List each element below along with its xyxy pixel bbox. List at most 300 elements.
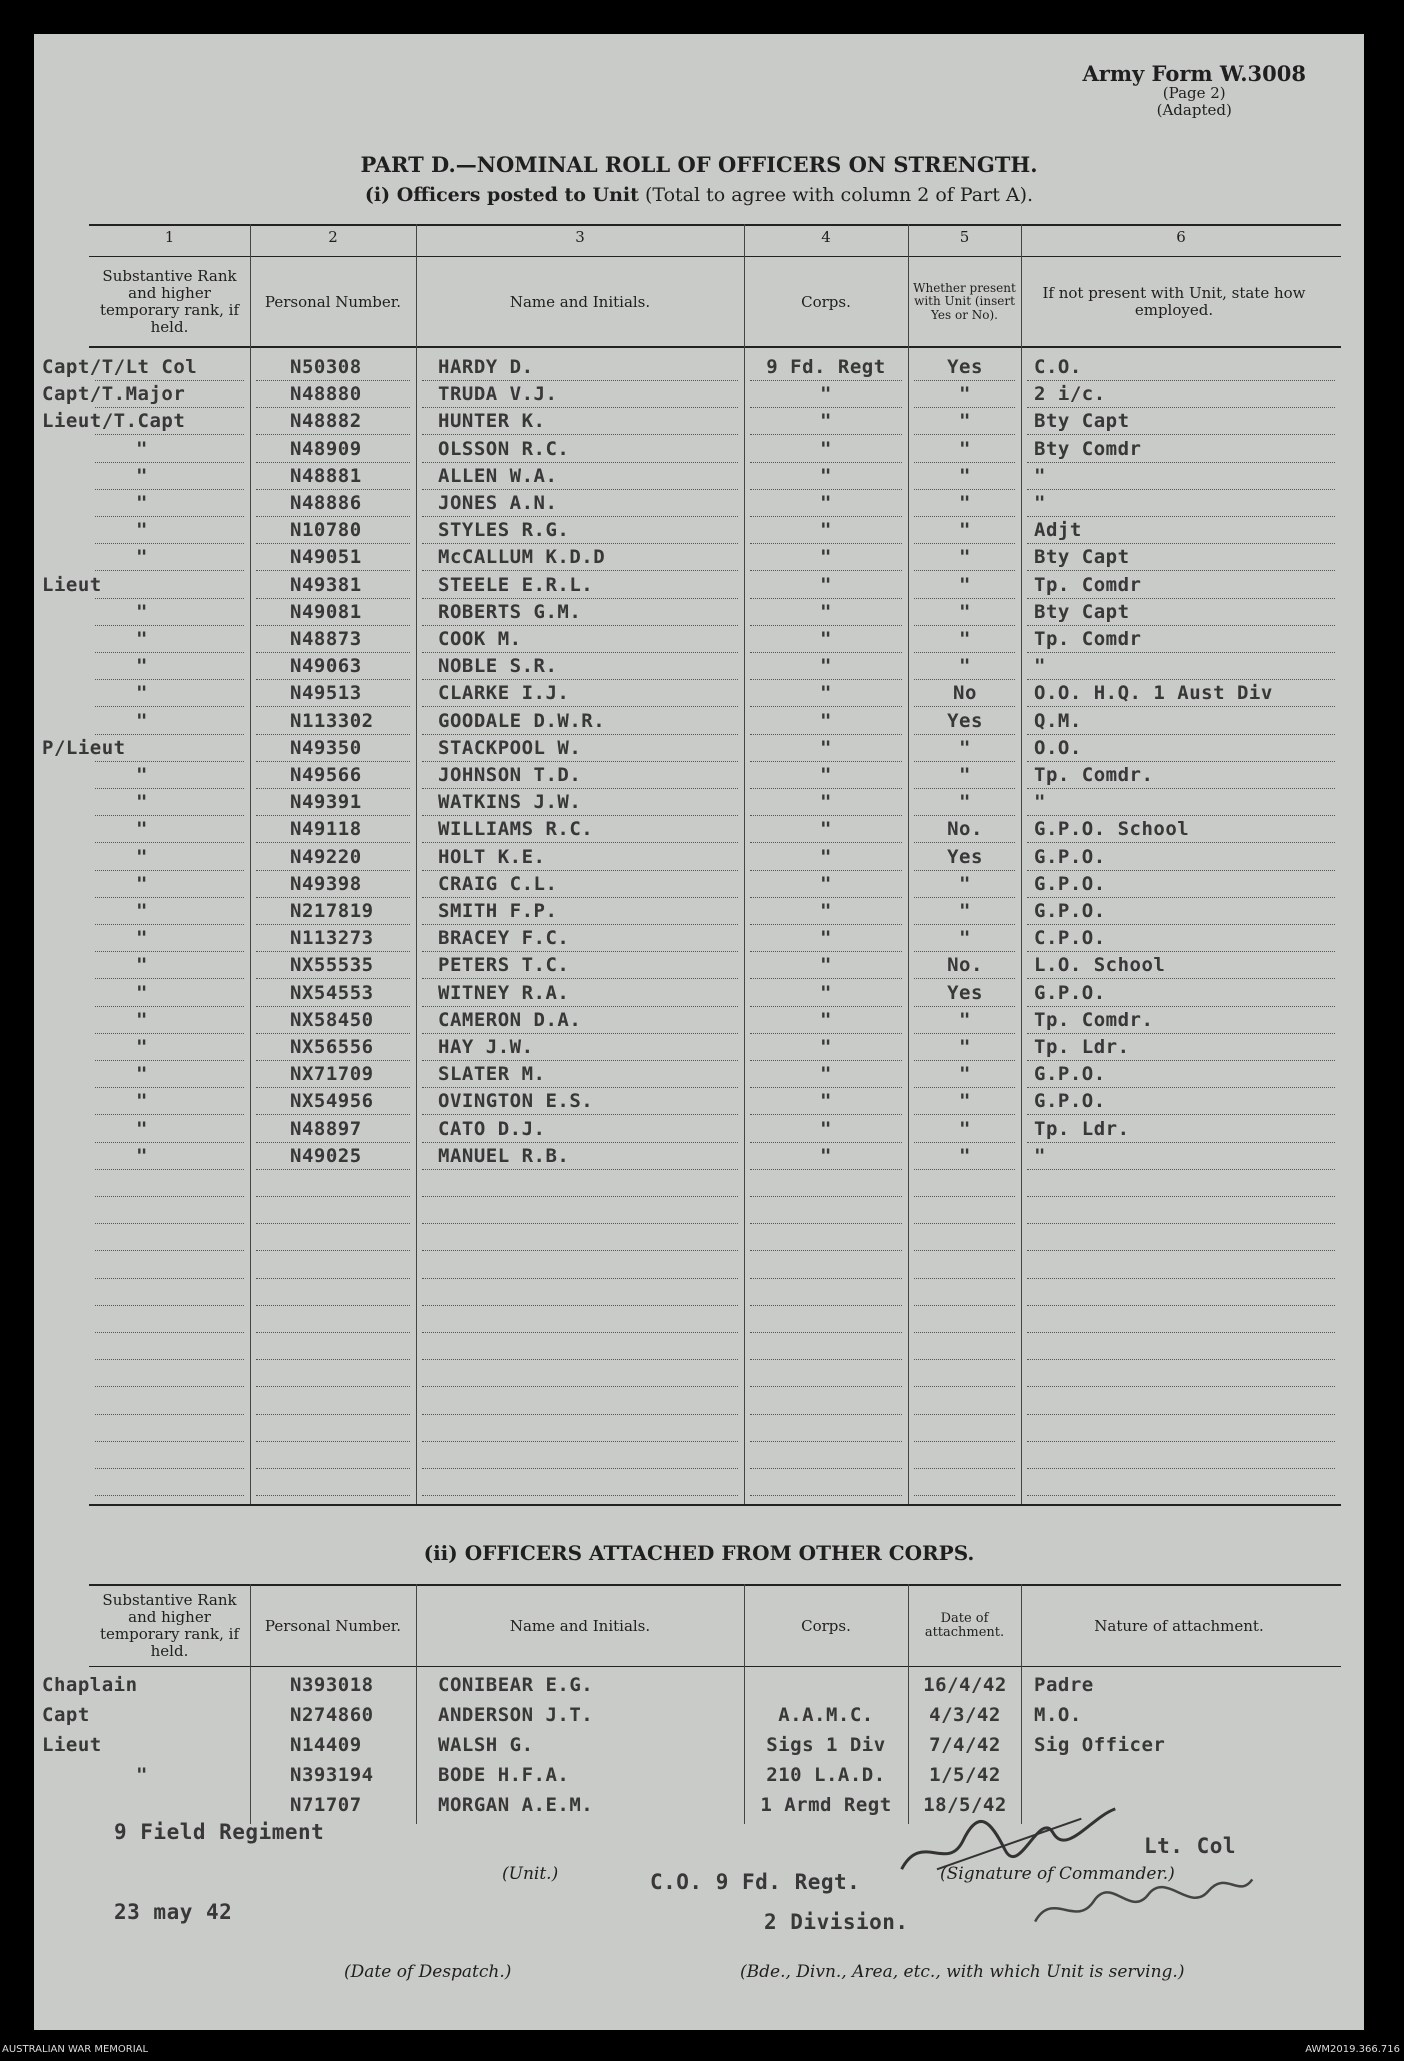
posted-row-corps: "	[820, 383, 832, 406]
row-rule	[914, 1223, 1015, 1224]
row-rule	[95, 788, 244, 789]
posted-row-name: JONES A.N.	[438, 492, 558, 514]
posted-row-name: TRUDA V.J.	[438, 383, 558, 406]
posted-row-present: "	[959, 519, 971, 542]
row-rule	[95, 978, 244, 979]
posted-row-present: "	[959, 383, 971, 406]
row-rule	[256, 1114, 410, 1115]
row-rule	[1027, 1114, 1335, 1115]
posted-row-present: "	[959, 410, 971, 433]
row-rule	[1027, 1332, 1335, 1333]
posted-row-name: MANUEL R.B.	[438, 1144, 570, 1167]
table1-number-rule	[89, 256, 1341, 257]
row-rule	[95, 462, 244, 463]
row-rule	[914, 543, 1015, 544]
row-rule	[422, 679, 738, 680]
row-rule	[914, 706, 1015, 707]
row-rule	[422, 462, 738, 463]
header-rank: Substantive Rank and higher temporary rank, if held.	[99, 267, 240, 336]
section1-title	[34, 184, 1364, 206]
posted-row-present: "	[959, 1036, 971, 1058]
posted-row-employment: G.P.O.	[1034, 1090, 1106, 1113]
form-header	[1082, 62, 1306, 118]
row-rule	[256, 543, 410, 544]
row-rule	[750, 516, 902, 517]
row-rule	[256, 516, 410, 517]
posted-row-employment: "	[1034, 464, 1046, 487]
row-rule	[914, 1305, 1015, 1306]
attached-row-corps: 1 Armd Regt	[760, 1794, 892, 1816]
posted-row-name: CRAIG C.L.	[438, 872, 558, 895]
row-rule	[422, 788, 738, 789]
row-rule	[95, 1468, 244, 1469]
posted-row-name: BRACEY F.C.	[438, 927, 570, 950]
row-rule	[914, 1169, 1015, 1170]
row-rule	[1027, 706, 1335, 707]
row-rule	[1027, 1305, 1335, 1306]
row-rule	[1027, 978, 1335, 979]
header2-rank: Substantive Rank and higher temporary rank, if held.	[99, 1591, 240, 1660]
posted-row-employment: O.O. H.Q. 1 Aust Div	[1034, 682, 1273, 705]
posted-row-personal-number: N49350	[290, 736, 362, 759]
posted-row-personal-number: N48882	[290, 410, 362, 433]
header2-personal-number: Personal Number.	[264, 1616, 402, 1635]
table1-divider-5	[1021, 224, 1022, 1504]
row-rule	[914, 1386, 1015, 1387]
row-rule	[914, 516, 1015, 517]
row-rule	[422, 897, 738, 898]
row-rule	[256, 1142, 410, 1143]
row-rule	[422, 1278, 738, 1279]
table1-divider-1	[250, 224, 251, 1504]
row-rule	[422, 1305, 738, 1306]
row-rule	[95, 1114, 244, 1115]
row-rule	[1027, 788, 1335, 789]
row-rule	[750, 1196, 902, 1197]
posted-row-corps: "	[820, 709, 832, 732]
row-rule	[1027, 1359, 1335, 1360]
row-rule	[914, 1495, 1015, 1496]
row-rule	[1027, 1414, 1335, 1415]
row-rule	[256, 1359, 410, 1360]
row-rule	[750, 1359, 902, 1360]
posted-row-personal-number: N49118	[290, 818, 362, 841]
posted-row-present: Yes	[947, 356, 983, 378]
posted-row-rank: "	[136, 492, 148, 514]
row-rule	[750, 1169, 902, 1170]
col-number-2: 2	[328, 228, 338, 246]
row-rule	[256, 1441, 410, 1442]
section1-title-rest: (Total to agree with column 2 of Part A).	[638, 184, 1034, 206]
row-rule	[1027, 489, 1335, 490]
posted-row-rank: "	[136, 437, 148, 460]
posted-row-personal-number: N217819	[290, 900, 374, 922]
posted-row-name: McCALLUM K.D.D	[438, 546, 606, 569]
table2-divider-5	[1021, 1584, 1022, 1824]
row-rule	[95, 407, 244, 408]
posted-row-personal-number: N49051	[290, 546, 362, 569]
row-rule	[914, 1250, 1015, 1251]
row-rule	[256, 788, 410, 789]
row-rule	[95, 625, 244, 626]
row-rule	[95, 734, 244, 735]
row-rule	[1027, 897, 1335, 898]
row-rule	[95, 652, 244, 653]
row-rule	[256, 1250, 410, 1251]
row-rule	[750, 1250, 902, 1251]
posted-row-present: "	[959, 573, 971, 596]
row-rule	[256, 1495, 410, 1496]
posted-row-corps: "	[820, 1008, 832, 1031]
posted-row-rank: Lieut/T.Capt	[42, 410, 186, 433]
posted-row-personal-number: N49566	[290, 764, 362, 786]
row-rule	[750, 462, 902, 463]
row-rule	[750, 598, 902, 599]
attached-row-personal-number: N393018	[290, 1674, 374, 1696]
row-rule	[750, 1060, 902, 1061]
row-rule	[422, 570, 738, 571]
posted-row-name: PETERS T.C.	[438, 954, 570, 977]
posted-row-rank: "	[136, 519, 148, 542]
posted-row-rank: "	[136, 981, 148, 1004]
signature-label: (Signature of Commander.)	[940, 1864, 1175, 1884]
posted-row-present: "	[959, 927, 971, 950]
row-rule	[256, 434, 410, 435]
row-rule	[256, 407, 410, 408]
posted-row-corps: "	[820, 981, 832, 1004]
row-rule	[914, 1006, 1015, 1007]
row-rule	[914, 734, 1015, 735]
posted-row-corps: "	[820, 682, 832, 705]
row-rule	[750, 1223, 902, 1224]
attached-row-nature: M.O.	[1034, 1704, 1082, 1726]
posted-row-present: No.	[947, 818, 983, 841]
posted-row-employment: G.P.O.	[1034, 872, 1106, 895]
table1-divider-3	[744, 224, 745, 1504]
attached-row-rank: "	[136, 1764, 148, 1786]
row-rule	[422, 1006, 738, 1007]
header-corps: Corps.	[801, 292, 851, 311]
posted-row-employment: "	[1034, 492, 1046, 514]
row-rule	[95, 380, 244, 381]
posted-row-employment: Bty Comdr	[1034, 437, 1142, 460]
posted-row-name: HAY J.W.	[438, 1036, 534, 1058]
posted-row-rank: "	[136, 791, 148, 814]
row-rule	[95, 1169, 244, 1170]
row-rule	[95, 1414, 244, 1415]
posted-row-employment: Tp. Comdr	[1034, 573, 1142, 596]
posted-row-personal-number: N48897	[290, 1117, 362, 1140]
posted-row-personal-number: N49513	[290, 682, 362, 705]
posted-row-name: ROBERTS G.M.	[438, 600, 582, 623]
row-rule	[422, 1495, 738, 1496]
header-present: Whether present with Unit (insert Yes or No).	[913, 281, 1016, 322]
posted-row-personal-number: N49381	[290, 573, 362, 596]
posted-row-present: "	[959, 437, 971, 460]
row-rule	[1027, 1250, 1335, 1251]
row-rule	[914, 788, 1015, 789]
formation-label: (Bde., Divn., Area, etc., with which Unit is serving.)	[740, 1962, 1185, 1982]
posted-row-present: Yes	[947, 709, 983, 732]
row-rule	[1027, 842, 1335, 843]
posted-row-corps: "	[820, 437, 832, 460]
attached-row-corps: A.A.M.C.	[778, 1704, 874, 1726]
row-rule	[95, 1033, 244, 1034]
posted-row-employment: G.P.O.	[1034, 900, 1106, 922]
row-rule	[1027, 1468, 1335, 1469]
row-rule	[256, 1087, 410, 1088]
row-rule	[256, 1468, 410, 1469]
row-rule	[422, 1142, 738, 1143]
row-rule	[95, 1359, 244, 1360]
row-rule	[95, 1142, 244, 1143]
row-rule	[256, 1414, 410, 1415]
col-number-5: 5	[959, 228, 970, 246]
row-rule	[422, 761, 738, 762]
row-rule	[750, 1414, 902, 1415]
row-rule	[914, 1468, 1015, 1469]
posted-row-present: "	[959, 600, 971, 623]
row-rule	[750, 870, 902, 871]
posted-row-personal-number: N48909	[290, 437, 362, 460]
row-rule	[256, 1305, 410, 1306]
posted-row-rank: "	[136, 1117, 148, 1140]
posted-row-employment: Tp. Comdr.	[1034, 1008, 1154, 1031]
row-rule	[422, 489, 738, 490]
row-rule	[95, 679, 244, 680]
posted-row-employment: G.P.O. School	[1034, 818, 1190, 841]
row-rule	[422, 951, 738, 952]
header2-date: Date of attachment.	[924, 1610, 1005, 1640]
posted-row-corps: "	[820, 900, 832, 922]
posted-row-employment: O.O.	[1034, 736, 1082, 759]
attached-row-date: 18/5/42	[923, 1794, 1007, 1816]
posted-row-personal-number: N113302	[290, 709, 374, 732]
posted-row-present: "	[959, 1063, 971, 1086]
posted-row-name: WATKINS J.W.	[438, 791, 582, 814]
posted-row-present: "	[959, 1117, 971, 1140]
row-rule	[422, 1332, 738, 1333]
table1-divider-4	[908, 224, 909, 1504]
row-rule	[1027, 1006, 1335, 1007]
posted-row-personal-number: N49220	[290, 845, 362, 868]
posted-row-personal-number: N10780	[290, 519, 362, 542]
posted-row-present: No	[953, 682, 977, 705]
row-rule	[914, 570, 1015, 571]
row-rule	[914, 462, 1015, 463]
posted-row-name: STEELE E.R.L.	[438, 573, 594, 596]
row-rule	[256, 897, 410, 898]
row-rule	[256, 1223, 410, 1224]
row-rule	[256, 625, 410, 626]
row-rule	[422, 1468, 738, 1469]
header-name: Name and Initials.	[509, 292, 651, 311]
posted-row-corps: "	[820, 927, 832, 950]
attached-row-name: CONIBEAR E.G.	[438, 1674, 594, 1696]
row-rule	[914, 598, 1015, 599]
row-rule	[1027, 870, 1335, 871]
row-rule	[95, 598, 244, 599]
unit-label: (Unit.)	[502, 1864, 559, 1884]
posted-row-rank: "	[136, 764, 148, 786]
row-rule	[1027, 462, 1335, 463]
posted-row-corps: 9 Fd. Regt	[766, 356, 886, 378]
posted-row-corps: "	[820, 791, 832, 814]
row-rule	[95, 434, 244, 435]
row-rule	[1027, 1033, 1335, 1034]
attached-row-date: 16/4/42	[923, 1674, 1007, 1696]
row-rule	[422, 516, 738, 517]
row-rule	[750, 380, 902, 381]
section2-title: (ii) OFFICERS ATTACHED FROM OTHER CORPS.	[423, 1541, 975, 1565]
posted-row-personal-number: N49025	[290, 1144, 362, 1167]
row-rule	[422, 815, 738, 816]
row-rule	[914, 1114, 1015, 1115]
posted-row-personal-number: NX71709	[290, 1063, 374, 1086]
posted-row-personal-number: N49081	[290, 600, 362, 623]
row-rule	[256, 951, 410, 952]
posted-row-corps: "	[820, 818, 832, 841]
row-rule	[422, 652, 738, 653]
posted-row-personal-number: N113273	[290, 927, 374, 950]
row-rule	[422, 924, 738, 925]
row-rule	[422, 1359, 738, 1360]
row-rule	[95, 1006, 244, 1007]
posted-row-corps: "	[820, 764, 832, 786]
table2-divider-4	[908, 1584, 909, 1824]
col-number-6: 6	[1176, 228, 1186, 246]
posted-row-personal-number: N49391	[290, 791, 362, 814]
row-rule	[914, 407, 1015, 408]
posted-row-corps: "	[820, 872, 832, 895]
row-rule	[95, 1223, 244, 1224]
row-rule	[750, 788, 902, 789]
form-page-number: (Page 2)	[1162, 84, 1226, 103]
row-rule	[914, 1414, 1015, 1415]
posted-row-employment: G.P.O.	[1034, 1063, 1106, 1086]
attached-row-corps: 210 L.A.D.	[766, 1764, 886, 1786]
row-rule	[914, 924, 1015, 925]
row-rule	[1027, 679, 1335, 680]
posted-row-personal-number: NX58450	[290, 1008, 374, 1031]
row-rule	[750, 489, 902, 490]
row-rule	[750, 1114, 902, 1115]
row-rule	[1027, 434, 1335, 435]
row-rule	[750, 679, 902, 680]
posted-row-corps: "	[820, 1063, 832, 1086]
row-rule	[914, 1033, 1015, 1034]
header-employment: If not present with Unit, state how employed.	[1042, 284, 1306, 319]
row-rule	[256, 1033, 410, 1034]
row-rule	[422, 842, 738, 843]
posted-row-rank: "	[136, 1144, 148, 1167]
attached-row-nature: Padre	[1034, 1674, 1094, 1696]
posted-row-corps: "	[820, 1036, 832, 1058]
posted-row-employment: Bty Capt	[1034, 410, 1130, 433]
posted-row-corps: "	[820, 1117, 832, 1140]
unit-name: 9 Field Regiment	[114, 1820, 325, 1844]
posted-row-name: JOHNSON T.D.	[438, 764, 582, 786]
posted-row-name: HARDY D.	[438, 356, 534, 378]
row-rule	[1027, 815, 1335, 816]
row-rule	[750, 978, 902, 979]
posted-row-name: CLARKE I.J.	[438, 682, 570, 705]
posted-row-rank: "	[136, 1036, 148, 1058]
attached-row-name: MORGAN A.E.M.	[438, 1794, 594, 1816]
row-rule	[750, 570, 902, 571]
row-rule	[750, 1087, 902, 1088]
posted-row-present: "	[959, 791, 971, 814]
row-rule	[914, 652, 1015, 653]
row-rule	[422, 1414, 738, 1415]
row-rule	[256, 870, 410, 871]
row-rule	[422, 625, 738, 626]
row-rule	[422, 1114, 738, 1115]
row-rule	[256, 706, 410, 707]
row-rule	[1027, 734, 1335, 735]
posted-row-corps: "	[820, 736, 832, 759]
row-rule	[422, 1250, 738, 1251]
attached-row-date: 4/3/42	[929, 1704, 1001, 1726]
posted-row-corps: "	[820, 573, 832, 596]
posted-row-present: "	[959, 655, 971, 678]
row-rule	[750, 1006, 902, 1007]
row-rule	[914, 434, 1015, 435]
attached-row-rank: Lieut	[42, 1734, 102, 1756]
col-number-3: 3	[575, 228, 585, 246]
row-rule	[95, 924, 244, 925]
row-rule	[914, 978, 1015, 979]
posted-row-name: STACKPOOL W.	[438, 736, 582, 759]
row-rule	[1027, 951, 1335, 952]
row-rule	[750, 1033, 902, 1034]
posted-row-personal-number: N50308	[290, 356, 362, 378]
row-rule	[914, 1142, 1015, 1143]
row-rule	[750, 951, 902, 952]
posted-row-rank: "	[136, 682, 148, 705]
division-name: 2 Division.	[764, 1910, 909, 1934]
posted-row-present: Yes	[947, 981, 983, 1004]
posted-row-corps: "	[820, 492, 832, 514]
posted-row-personal-number: N48880	[290, 383, 362, 406]
form-title: Army Form W.3008	[1082, 61, 1306, 86]
row-rule	[1027, 543, 1335, 544]
row-rule	[750, 407, 902, 408]
row-rule	[750, 1495, 902, 1496]
row-rule	[422, 734, 738, 735]
posted-row-name: CAMERON D.A.	[438, 1008, 582, 1031]
posted-row-present: "	[959, 1144, 971, 1167]
posted-row-employment: "	[1034, 791, 1046, 814]
row-rule	[422, 543, 738, 544]
attached-row-name: WALSH G.	[438, 1734, 534, 1756]
posted-row-employment: Bty Capt	[1034, 600, 1130, 623]
row-rule	[256, 1006, 410, 1007]
despatch-date: 23 may 42	[114, 1900, 233, 1924]
posted-row-present: "	[959, 492, 971, 514]
posted-row-corps: "	[820, 1144, 832, 1167]
row-rule	[95, 516, 244, 517]
posted-row-name: OVINGTON E.S.	[438, 1090, 594, 1113]
posted-row-rank: "	[136, 845, 148, 868]
posted-row-personal-number: NX54553	[290, 981, 374, 1004]
posted-row-rank: "	[136, 464, 148, 487]
posted-row-corps: "	[820, 546, 832, 569]
row-rule	[422, 978, 738, 979]
row-rule	[1027, 625, 1335, 626]
posted-row-present: No.	[947, 954, 983, 977]
row-rule	[1027, 1223, 1335, 1224]
